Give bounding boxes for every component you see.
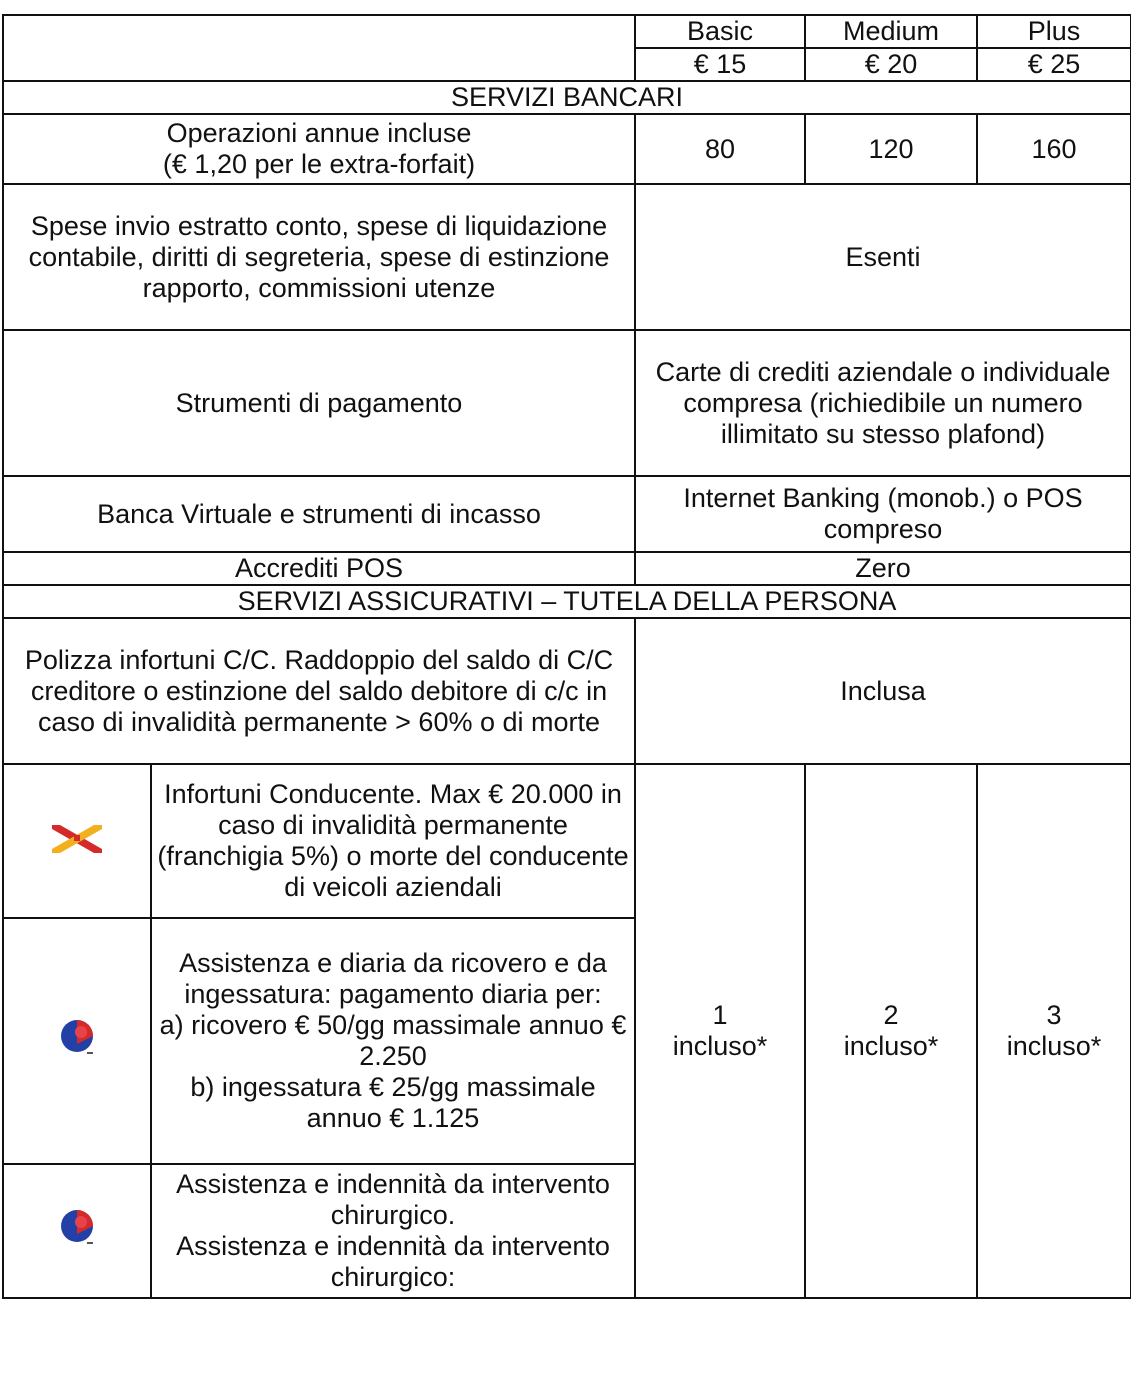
virtual-banking-value: Internet Banking (monob.) o POS compreso bbox=[635, 476, 1131, 552]
header-empty-cell-2 bbox=[3, 48, 635, 81]
pos-label: Accrediti POS bbox=[3, 552, 635, 585]
driver-label: Infortuni Conducente. Max € 20.000 in caso di invalidità permanente (franchigia 5%) o morte del conducente di veicoli aziendali bbox=[151, 764, 635, 918]
section-insurance-title: SERVIZI ASSICURATIVI – TUTELA DELLA PERSONA bbox=[3, 585, 1131, 618]
plan-price-plus: € 25 bbox=[977, 48, 1131, 81]
virtual-banking-label: Banca Virtuale e strumenti di incasso bbox=[3, 476, 635, 552]
hospital-label: Assistenza e diaria da ricovero e da ingessatura: pagamento diaria per: a) ricovero € 50/gg massimale annuo € 2.250 b) ingessatura € 25/gg massimale annuo € 1.125 bbox=[151, 918, 635, 1164]
crossed-stripes-logo-icon bbox=[50, 821, 104, 855]
plan-name-plus: Plus bbox=[977, 15, 1131, 48]
fees-value: Esenti bbox=[635, 184, 1131, 330]
section-bank-title: SERVIZI BANCARI bbox=[3, 81, 1131, 114]
operations-basic: 80 bbox=[635, 114, 805, 184]
plan-name-medium: Medium bbox=[805, 15, 977, 48]
pricing-table bbox=[2, 14, 1131, 1299]
coverage-basic: 1 incluso* bbox=[635, 764, 805, 1298]
red-blue-ball-logo-icon bbox=[59, 1208, 95, 1248]
policy-label: Polizza infortuni C/C. Raddoppio del saldo di C/C creditore o estinzione del saldo debitore di c/c in caso di invalidità permanente > 60% o di morte bbox=[3, 618, 635, 764]
red-blue-ball-logo-icon bbox=[59, 1018, 95, 1058]
payment-value: Carte di crediti aziendale o individuale compresa (richiedibile un numero illimitato su stesso plafond) bbox=[635, 330, 1131, 476]
operations-medium: 120 bbox=[805, 114, 977, 184]
surgery-icon-cell bbox=[3, 1164, 151, 1298]
driver-icon-cell bbox=[3, 764, 151, 918]
policy-value: Inclusa bbox=[635, 618, 1131, 764]
operations-plus: 160 bbox=[977, 114, 1131, 184]
payment-label: Strumenti di pagamento bbox=[3, 330, 635, 476]
header-empty-cell bbox=[3, 15, 635, 48]
hospital-icon-cell bbox=[3, 918, 151, 1164]
plan-price-medium: € 20 bbox=[805, 48, 977, 81]
surgery-label: Assistenza e indennità da intervento chirurgico. Assistenza e indennità da intervento chirurgico: bbox=[151, 1164, 635, 1298]
coverage-medium: 2 incluso* bbox=[805, 764, 977, 1298]
fees-label: Spese invio estratto conto, spese di liquidazione contabile, diritti di segreteria, spese di estinzione rapporto, commissioni utenze bbox=[3, 184, 635, 330]
operations-label: Operazioni annue incluse (€ 1,20 per le extra-forfait) bbox=[3, 114, 635, 184]
plan-name-basic: Basic bbox=[635, 15, 805, 48]
coverage-plus: 3 incluso* bbox=[977, 764, 1131, 1298]
plan-price-basic: € 15 bbox=[635, 48, 805, 81]
pos-value: Zero bbox=[635, 552, 1131, 585]
